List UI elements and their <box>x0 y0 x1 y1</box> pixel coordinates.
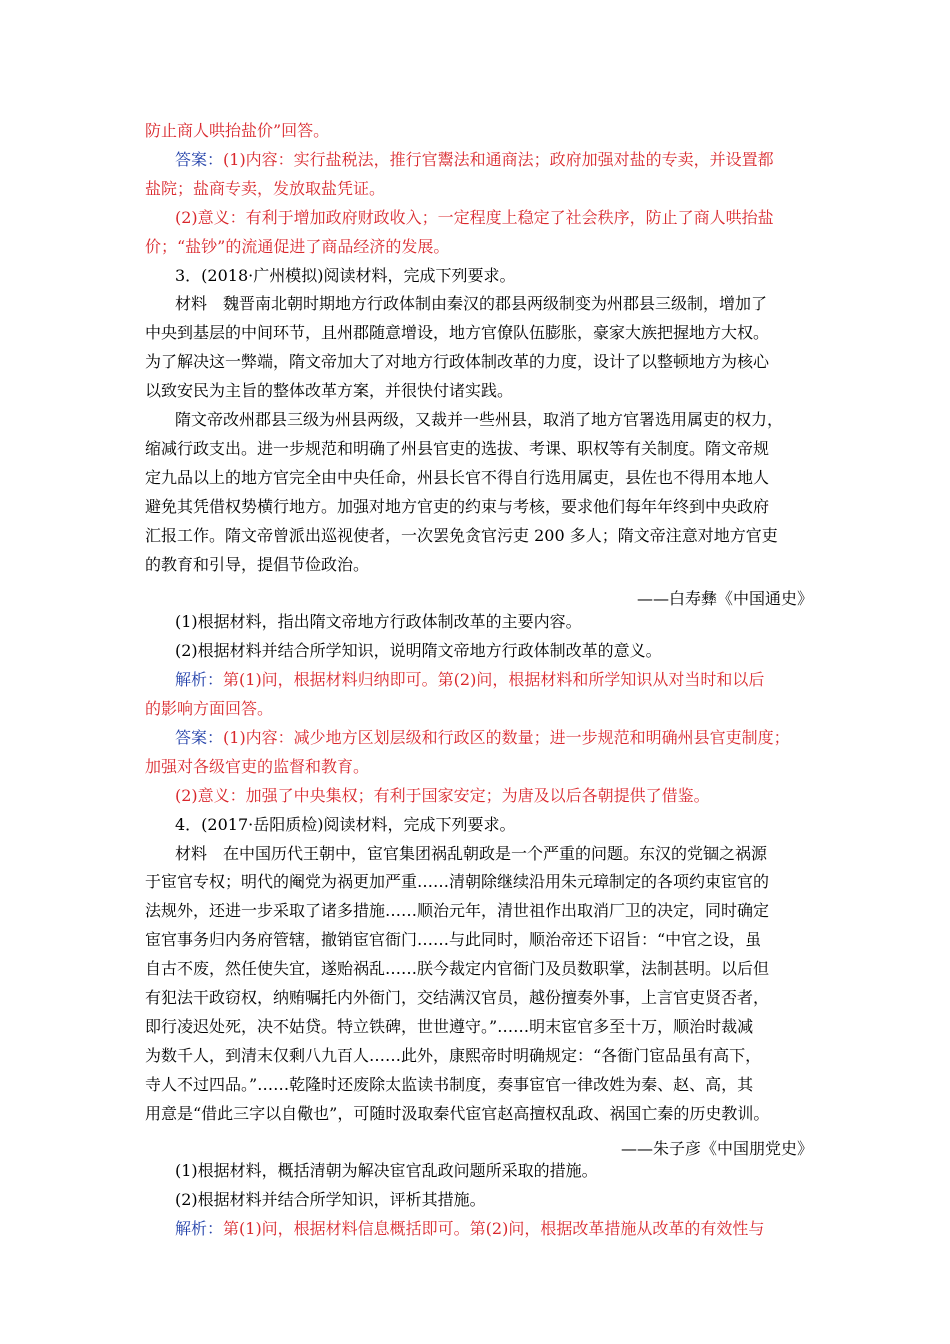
answer-label: 解析： <box>175 1219 224 1238</box>
source-citation <box>145 1139 813 1159</box>
text-line <box>145 959 815 979</box>
text-line <box>145 526 815 546</box>
text-line <box>145 1075 815 1095</box>
text-line <box>145 121 815 141</box>
line-text: (2)根据材料并结合所学知识，评析其措施。 <box>175 1190 486 1209</box>
text-line <box>145 468 815 488</box>
line-text: 以致安民为主旨的整体改革方案，并很快付诸实践。 <box>145 381 514 400</box>
line-text: 材料 在中国历代王朝中，宦官集团祸乱朝政是一个严重的问题。东汉的党锢之祸源 <box>175 844 768 863</box>
line-text: 第(1)问，根据材料信息概括即可。第(2)问，根据改革措施从改革的有效性与 <box>223 1219 765 1238</box>
line-text: 法规外，还进一步采取了诸多措施……顺治元年，清世祖作出取消厂卫的决定，同时确定 <box>145 901 770 920</box>
text-line <box>145 179 815 199</box>
line-text: (1)内容：减少地方区划层级和行政区的数量；进一步规范和明确州县官吏制度； <box>223 728 790 747</box>
text-line <box>175 844 815 864</box>
text-line <box>175 728 815 748</box>
text-line <box>145 901 815 921</box>
line-text: 避免其凭借权势横行地方。加强对地方官吏的约束与考核，要求他们每年年终到中央政府 <box>145 497 770 516</box>
line-text: 自古不废，然任使失宜，遂贻祸乱……朕今裁定内官衙门及员数职掌，法制甚明。以后但 <box>145 959 770 978</box>
line-text: 定九品以上的地方官完全由中央任命，州县长官不得自行选用属吏，县佐也不得用本地人 <box>145 468 770 487</box>
answer-label: 答案： <box>175 728 224 747</box>
text-line <box>145 381 815 401</box>
line-text: 用意是“借此三字以自儆也”，可随时汲取秦代宦官赵高擅权乱政、祸国亡秦的历史教训。 <box>145 1104 770 1123</box>
line-text: (1)根据材料，指出隋文帝地方行政体制改革的主要内容。 <box>175 612 582 631</box>
line-text: (2)根据材料并结合所学知识，说明隋文帝地方行政体制改革的意义。 <box>175 641 662 660</box>
line-text: (2)意义：有利于增加政府财政收入；一定程度上稳定了社会秩序，防止了商人哄抬盐 <box>175 208 774 227</box>
text-line <box>175 294 815 314</box>
text-line <box>175 150 815 170</box>
text-line <box>175 1190 815 1210</box>
text-line <box>175 815 815 835</box>
answer-label: 解析： <box>175 670 224 689</box>
answer-label: 答案： <box>175 150 224 169</box>
text-line <box>145 988 815 1008</box>
text-line <box>145 323 815 343</box>
text-line <box>145 872 815 892</box>
text-line <box>145 497 815 517</box>
text-line <box>145 439 815 459</box>
line-text: 材料 魏晋南北朝时期地方行政体制由秦汉的郡县两级制变为州郡县三级制，增加了 <box>175 294 768 313</box>
text-line <box>145 1017 815 1037</box>
line-text: 为数千人，到清末仅剩八九百人……此外，康熙帝时明确规定：“各衙门宦品虽有高下， <box>145 1046 762 1065</box>
text-line <box>145 352 815 372</box>
line-text: 盐院；盐商专卖，发放取盐凭证。 <box>145 179 386 198</box>
text-line <box>175 410 815 430</box>
line-text: 于宦官专权；明代的阉党为祸更加严重……清朝除继续沿用朱元璋制定的各项约束宦官的 <box>145 872 770 891</box>
line-text: 价；“盐钞”的流通促进了商品经济的发展。 <box>145 237 450 256</box>
text-line <box>145 1046 815 1066</box>
text-line <box>175 208 815 228</box>
line-text: 3．(2018·广州模拟)阅读材料，完成下列要求。 <box>175 266 516 285</box>
line-text: 缩减行政支出。进一步规范和明确了州县官吏的选拔、考课、职权等有关制度。隋文帝规 <box>145 439 770 458</box>
line-text: 为了解决这一弊端，隋文帝加大了对地方行政体制改革的力度，设计了以整顿地方为核心 <box>145 352 770 371</box>
line-text: (2)意义：加强了中央集权；有利于国家安定；为唐及以后各朝提供了借鉴。 <box>175 786 710 805</box>
text-line <box>175 266 815 286</box>
line-text: 加强对各级官吏的监督和教育。 <box>145 757 370 776</box>
line-text: 第(1)问，根据材料归纳即可。第(2)问，根据材料和所学知识从对当时和以后 <box>223 670 765 689</box>
line-text: 宦官事务归内务府管辖，撤销宦官衙门……与此同时，顺治帝还下诏旨：“中官之设，虽 <box>145 930 762 949</box>
text-line <box>145 555 815 575</box>
text-line <box>175 670 815 690</box>
text-line <box>175 786 815 806</box>
text-line <box>145 237 815 257</box>
text-line <box>145 757 815 777</box>
line-text: 防止商人哄抬盐价”回答。 <box>145 121 330 140</box>
text-line <box>175 1219 815 1239</box>
line-text: 的影响方面回答。 <box>145 699 274 718</box>
text-line <box>145 930 815 950</box>
line-text: (1)内容：实行盐税法，推行官鬻法和通商法；政府加强对盐的专卖，并设置都 <box>223 150 774 169</box>
line-text: ——朱子彦《中国朋党史》 <box>620 1139 813 1158</box>
line-text: 汇报工作。隋文帝曾派出巡视使者，一次罢免贪官污吏 200 多人；隋文帝注意对地方官吏 <box>145 526 778 545</box>
text-line <box>175 612 815 632</box>
line-text: 4．(2017·岳阳质检)阅读材料，完成下列要求。 <box>175 815 516 834</box>
text-line <box>175 641 815 661</box>
line-text: 中央到基层的中间环节，且州郡随意增设，地方官僚队伍膨胀，豪家大族把握地方大权。 <box>145 323 770 342</box>
line-text: (1)根据材料，概括清朝为解决宦官乱政问题所采取的措施。 <box>175 1161 598 1180</box>
line-text: 隋文帝改州郡县三级为州县两级，又裁并一些州县，取消了地方官署选用属吏的权力， <box>175 410 784 429</box>
line-text: ——白寿彝《中国通史》 <box>636 589 813 608</box>
text-line <box>145 1104 815 1124</box>
line-text: 的教育和引导，提倡节俭政治。 <box>145 555 370 574</box>
line-text: 寺人不过四品。”……乾隆时还废除太监读书制度，奏事宦官一律改姓为秦、赵、高，其 <box>145 1075 754 1094</box>
text-line <box>175 1161 815 1181</box>
line-text: 有犯法干政窃权，纳贿嘱托内外衙门，交结满汉官员，越份擅奏外事，上言官吏贤否者， <box>145 988 770 1007</box>
source-citation <box>145 589 813 609</box>
text-line <box>145 699 815 719</box>
line-text: 即行凌迟处死，决不姑贷。特立铁碑，世世遵守。”……明末宦官多至十万，顺治时裁减 <box>145 1017 754 1036</box>
